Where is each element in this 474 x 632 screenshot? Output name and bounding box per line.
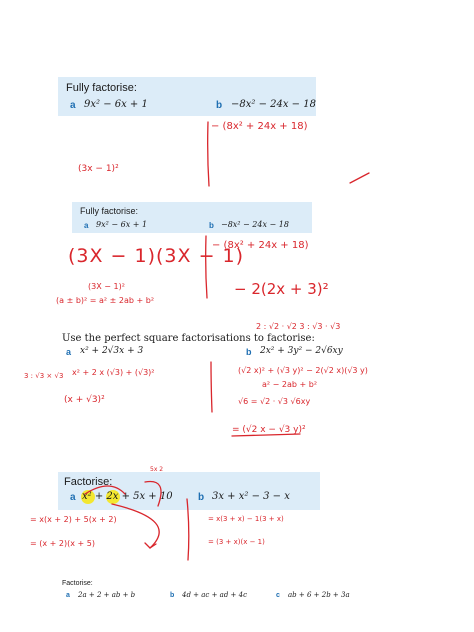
section2-b-work-line1: − (8x² + 24x + 18) — [212, 240, 309, 251]
section2-a-work-big: (3X − 1)(3X − 1) — [68, 245, 245, 267]
s4-arc-right — [145, 482, 161, 507]
section3-a-work-line1: x² + 2 x (√3) + (√3)² — [72, 368, 155, 377]
section1-a-answer: (3x − 1)² — [78, 164, 119, 174]
section4-item-a-label: a — [70, 492, 76, 503]
s1-divider-stroke — [208, 122, 209, 186]
section4-a-answer: = (x + 2)(x + 5) — [30, 539, 95, 548]
section3-a-note: 3 : √3 × √3 — [24, 372, 64, 380]
s4-arc-top — [85, 486, 125, 494]
section3-item-b-label: b — [246, 347, 252, 357]
s4-arc-bottom — [112, 504, 159, 548]
section1-item-a-expr: 9x² − 6x + 1 — [84, 99, 148, 110]
section4-item-b-expr: 3x + x² − 3 − x — [212, 491, 290, 502]
section1-item-b-expr: −8x² − 24x − 18 — [231, 99, 316, 110]
section1-title: Fully factorise: — [66, 82, 137, 94]
section3-item-a-label: a — [66, 347, 72, 357]
section5-title: Factorise: — [62, 580, 93, 587]
section5-item-b-label: b — [170, 592, 175, 599]
section5-item-a-expr: 2a + 2 + ab + b — [78, 591, 136, 599]
section3-top-note: 2 : √2 · √2 3 : √3 · √3 — [256, 322, 341, 331]
section2-a-work-small: (3X − 1)² — [88, 282, 125, 291]
section3-b-work-line1: (√2 x)² + (√3 y)² − 2(√2 x)(√3 y) — [238, 366, 368, 375]
section2-item-a-label: a — [84, 221, 89, 230]
section4-item-a-expr: x² + 2x + 5x + 10 — [82, 491, 173, 502]
section3-title: Use the perfect square factorisations to factorise: — [62, 333, 315, 344]
section3-b-work-line3: √6 = √2 · √3 √6xy — [238, 397, 311, 406]
section1-item-b-label: b — [216, 100, 223, 111]
section2-title: Fully factorise: — [80, 206, 139, 216]
section1-item-a-label: a — [70, 100, 76, 111]
section2-a-formula: (a ± b)² = a² ± 2ab + b² — [56, 296, 155, 305]
section4-title: Factorise: — [64, 476, 113, 488]
s4-divider-stroke — [187, 499, 189, 560]
section4-item-b-label: b — [198, 492, 205, 503]
section3-b-answer: = (√2 x − √3 y)² — [232, 425, 306, 435]
section4-b-answer: = (3 + x)(x − 1) — [208, 538, 265, 546]
section5-item-c-label: c — [276, 592, 280, 599]
section5-item-b-expr: 4d + ac + ad + 4c — [182, 591, 248, 599]
section1-b-work-line1: − (8x² + 24x + 18) — [211, 121, 308, 132]
section2-item-b-expr: −8x² − 24x − 18 — [221, 220, 289, 229]
section4-a-work-line1: = x(x + 2) + 5(x + 2) — [30, 515, 117, 524]
s3-divider-stroke — [211, 362, 212, 412]
section4-a-top-note: 5x 2 — [150, 466, 164, 473]
section2-item-a-expr: 9x² − 6x + 1 — [96, 220, 148, 229]
section2-item-b-label: b — [209, 221, 214, 230]
s3-underline — [232, 434, 300, 436]
section5-item-a-label: a — [66, 592, 70, 599]
s1-slash-stroke — [350, 173, 369, 183]
section5-item-c-expr: ab + 6 + 2b + 3a — [288, 591, 350, 599]
section4-b-work-line1: = x(3 + x) − 1(3 + x) — [208, 515, 284, 523]
section3-item-b-expr: 2x² + 3y² − 2√6xy — [260, 346, 343, 356]
s2-divider-stroke — [206, 236, 207, 298]
section3-item-a-expr: x² + 2√3x + 3 — [80, 346, 144, 356]
section3-a-answer: (x + √3)² — [64, 395, 105, 405]
section2-b-answer: − 2(2x + 3)² — [234, 280, 329, 298]
section3-b-work-line2: a² − 2ab + b² — [262, 380, 318, 389]
